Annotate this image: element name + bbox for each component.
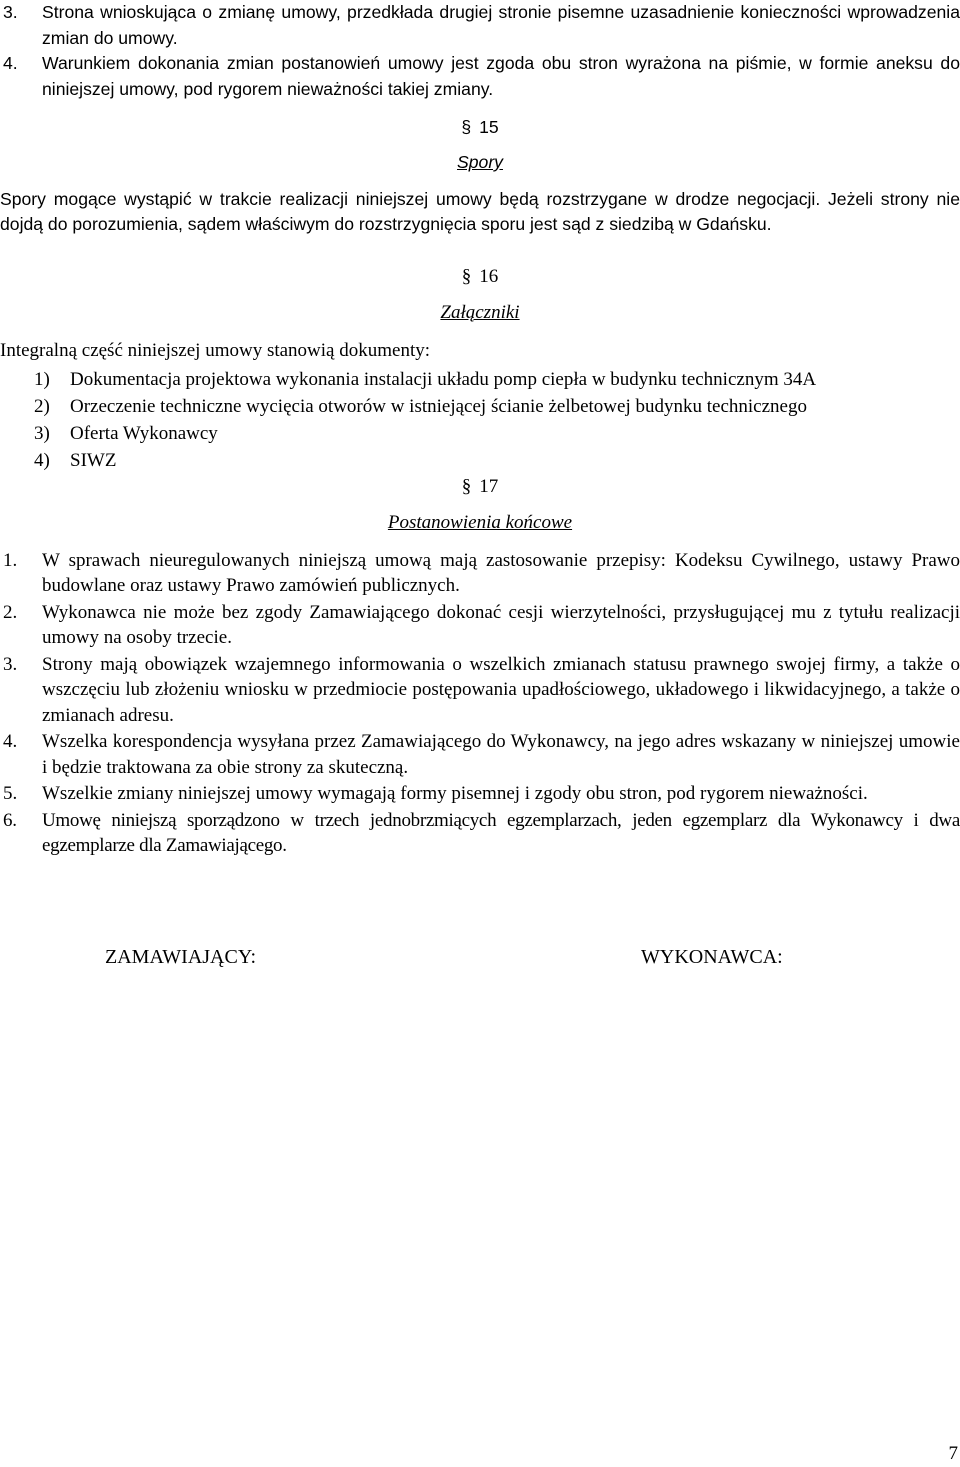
section-15: [0, 114, 960, 238]
final-provisions-list: [0, 548, 960, 859]
section-title: Postanowienia końcowe: [387, 512, 573, 533]
list-item-number: 4): [34, 450, 50, 471]
list-item-text: Umowę niniejszą sporządzono w trzech jednobrzmiących egzemplarzach, jeden egzemplarz dla Wykonawcy i dwa egzemplarze dla Zamawiającego.: [42, 809, 960, 856]
list-item-number: 3.: [3, 2, 18, 22]
section-16: [0, 264, 960, 474]
list-item: [0, 447, 960, 474]
section-heading: [0, 264, 960, 290]
section-text: Spory mogące wystąpić w trakcie realizacji niniejszej umowy będą rozstrzygane w drodze negocjacji. Jeżeli strony nie dojdą do porozumienia, sądem właściwym do rozstrzygnięcia sporu jest sąd z siedzibą w Gdańsku.: [0, 188, 960, 234]
list-item: [0, 548, 960, 599]
section-symbol: §: [461, 117, 472, 137]
list-item-text: Oferta Wykonawcy: [70, 423, 218, 444]
section-symbol: §: [461, 476, 472, 497]
section-intro: Integralną część niniejszej umowy stanowią dokumenty:: [0, 339, 431, 361]
list-item-number: 4.: [3, 731, 18, 752]
list-item-text: Orzeczenie techniczne wycięcia otworów w istniejącej ścianie żelbetowej budynku technicznego: [70, 396, 807, 417]
section-number: 15: [479, 117, 499, 137]
list-item: [0, 366, 960, 393]
list-item: [0, 652, 960, 729]
list-item: [0, 0, 960, 51]
list-item-text: SIWZ: [70, 450, 117, 471]
list-item-text: Strony mają obowiązek wzajemnego informowania o wszelkich zmianach statusu prawnego swojej firmy, a także o wszczęciu lub złożeniu wniosku w przedmiocie postępowania upadłościowego, układowego i likwidacyjnego, a także o zmianach adresu.: [42, 653, 960, 726]
list-item-text: Wykonawca nie może bez zgody Zamawiającego dokonać cesji wierzytelności, przysługującej mu z tytułu realizacji umowy na osoby trzecie.: [42, 601, 960, 648]
list-item-number: 1): [34, 369, 50, 390]
section-number: 16: [479, 266, 499, 287]
list-item-number: 3.: [3, 653, 18, 675]
page-number: 7: [948, 1443, 958, 1464]
list-item: [0, 781, 960, 807]
list-item-number: 1.: [3, 549, 18, 571]
list-item-number: 4.: [3, 53, 18, 73]
list-item-text: Wszelka korespondencja wysyłana przez Zamawiającego do Wykonawcy, na jego adres wskazany w niniejszej umowie i będzie traktowana za obie strony za skuteczną.: [42, 731, 960, 778]
list-item-number: 3): [34, 423, 50, 444]
list-item: [0, 393, 960, 420]
list-item-text: Wszelkie zmiany niniejszej umowy wymagają formy pisemnej i zgody obu stron, pod rygorem nieważności.: [42, 783, 868, 804]
list-item: [0, 420, 960, 447]
section-heading: [0, 114, 960, 140]
section-heading: [0, 474, 960, 500]
section-symbol: §: [461, 266, 472, 287]
list-item: [0, 729, 960, 780]
section-number: 17: [479, 476, 499, 497]
list-item-number: 2): [34, 396, 50, 417]
signature-zamawiajacy: ZAMAWIAJĄCY:: [105, 946, 256, 968]
list-item-number: 6.: [3, 809, 17, 831]
top-list: [0, 0, 960, 102]
list-item: [0, 808, 960, 859]
list-item-number: 5.: [3, 783, 18, 804]
section-title: Załączniki: [440, 302, 520, 323]
section-17: [0, 474, 960, 859]
signature-wykonawca: WYKONAWCA:: [641, 946, 783, 968]
list-item: [0, 51, 960, 102]
list-item-text: Dokumentacja projektowa wykonania instalacji układu pomp ciepła w budynku technicznym 34A: [70, 369, 817, 390]
list-item-text: Strona wnioskująca o zmianę umowy, przedkłada drugiej stronie pisemne uzasadnienie konieczności wprowadzenia zmian do umowy.: [42, 2, 960, 48]
list-item-text: Warunkiem dokonania zmian postanowień umowy jest zgoda obu stron wyrażona na piśmie, w formie aneksu do niniejszej umowy, pod rygorem nieważności takiej zmiany.: [42, 53, 960, 99]
attachments-list: [0, 366, 960, 474]
list-item: [0, 600, 960, 651]
section-title: Spory: [457, 152, 503, 172]
list-item-number: 2.: [3, 601, 18, 623]
list-item-text: W sprawach nieuregulowanych niniejszą umową mają zastosowanie przepisy: Kodeksu Cywilnego, ustawy Prawo budowlane oraz ustawy Prawo zamówień publicznych.: [42, 549, 960, 596]
